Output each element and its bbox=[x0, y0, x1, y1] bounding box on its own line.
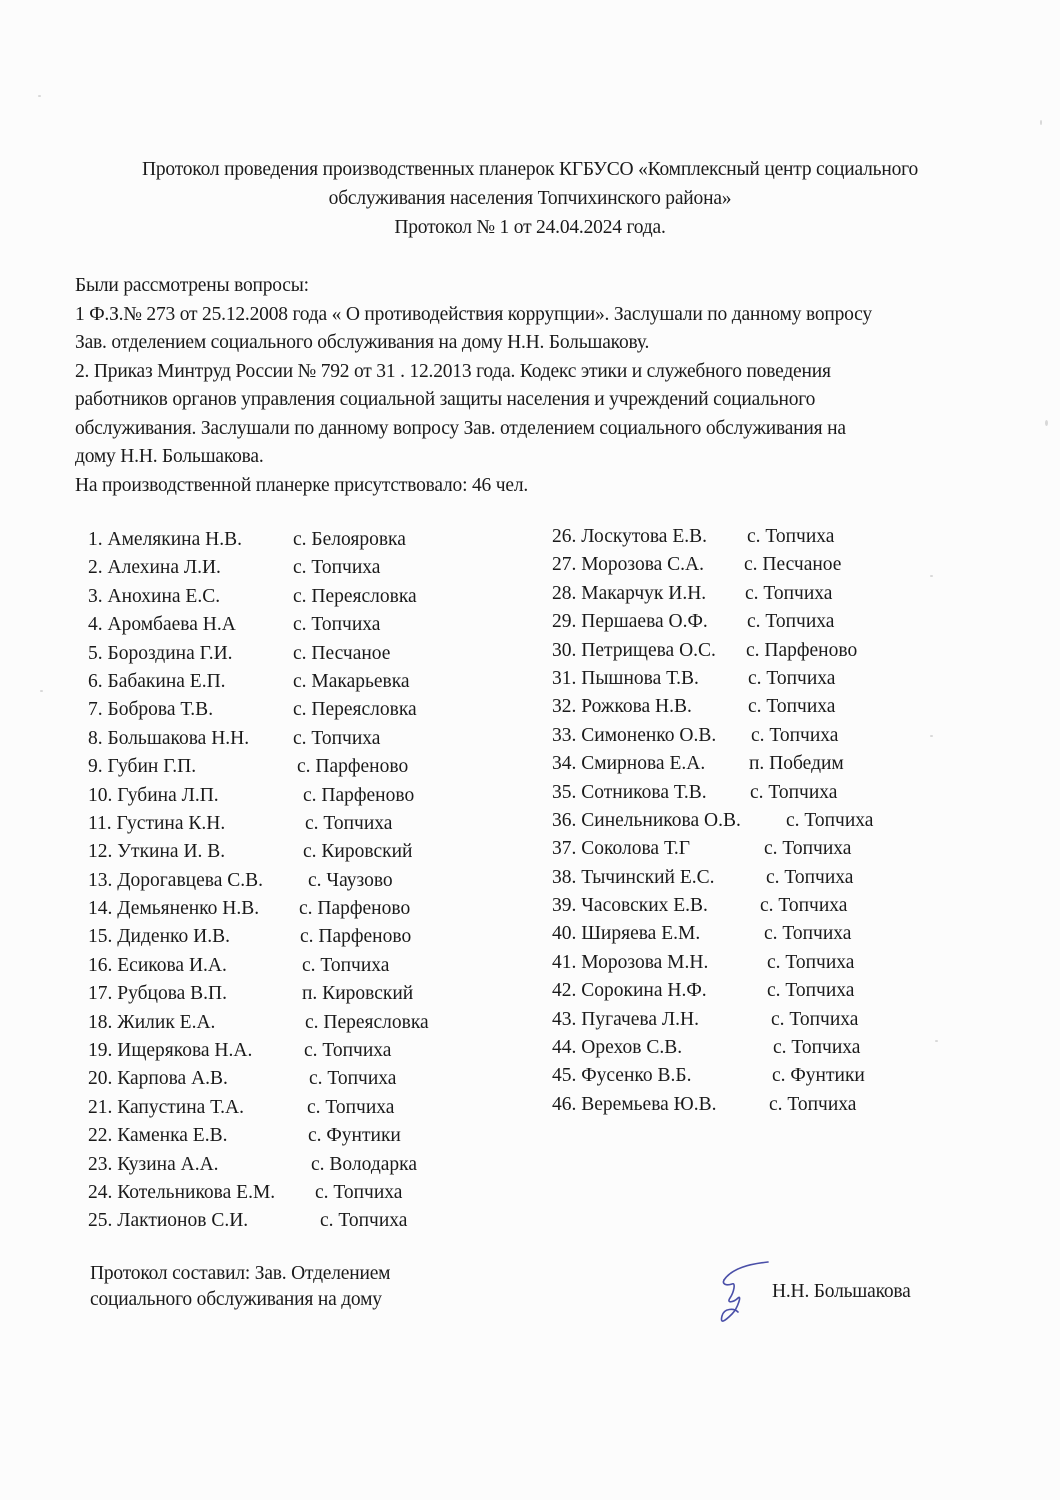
attendee-name: 22. Каменка Е.В. bbox=[88, 1125, 228, 1147]
attendee-locality: с. Топчиха bbox=[769, 1093, 857, 1115]
attendee-locality: п. Победим bbox=[749, 753, 844, 775]
attendee-name: 39. Часовских Е.В. bbox=[552, 895, 708, 917]
attendee-name: 34. Смирнова Е.А. bbox=[552, 753, 706, 775]
agenda-item-2-line-3: обслуживания. Заслушали по данному вопросу Зав. отделением социального обслуживания на bbox=[75, 417, 846, 439]
attendee-locality: с. Топчиха bbox=[293, 557, 381, 579]
attendee-locality: с. Топчиха bbox=[748, 667, 836, 689]
attendee-locality: с. Переясловка bbox=[305, 1011, 429, 1033]
attendee-name: 41. Морозова М.Н. bbox=[552, 951, 709, 973]
attendee-locality: с. Парфеново bbox=[297, 756, 409, 778]
attendee-name: 29. Першаева О.Ф. bbox=[552, 611, 708, 633]
attendee-name: 35. Сотникова Т.В. bbox=[552, 781, 707, 803]
attendee-locality: с. Парфеново bbox=[746, 639, 858, 661]
attendance-summary: На производственной планерке присутствовало: 46 чел. bbox=[75, 474, 529, 496]
agenda-item-2-line-1: 2. Приказ Минтруд России № 792 от 31 . 12.2013 года. Кодекс этики и служебного поведения bbox=[75, 360, 831, 382]
attendee-locality: с. Фунтики bbox=[772, 1065, 865, 1087]
attendee-locality: с. Парфеново bbox=[303, 784, 415, 806]
attendee-locality: с. Топчиха bbox=[309, 1068, 397, 1090]
signatory-name: Н.Н. Большакова bbox=[772, 1281, 911, 1302]
attendee-name: 24. Котельникова Е.М. bbox=[88, 1181, 276, 1203]
attendee-name: 45. Фусенко В.Б. bbox=[552, 1065, 692, 1087]
attendee-locality: с. Песчаное bbox=[744, 554, 842, 576]
attendee-name: 42. Сорокина Н.Ф. bbox=[552, 980, 707, 1002]
attendee-name: 19. Ищерякова Н.А. bbox=[88, 1040, 253, 1062]
attendee-name: 27. Морозова С.А. bbox=[552, 554, 705, 576]
attendee-name: 46. Веремьева Ю.В. bbox=[552, 1093, 717, 1115]
attendee-name: 36. Синельникова О.В. bbox=[552, 809, 741, 831]
attendee-name: 26. Лоскутова Е.В. bbox=[552, 526, 707, 547]
attendee-locality: с. Топчиха bbox=[766, 866, 854, 888]
attendee-locality: с. Топчиха bbox=[767, 951, 855, 973]
attendee-locality: с. Топчиха bbox=[747, 611, 835, 633]
attendee-locality: с. Топчиха bbox=[767, 980, 855, 1002]
attendee-name: 18. Жилик Е.А. bbox=[88, 1011, 216, 1033]
agenda-heading: Были рассмотрены вопросы: bbox=[75, 275, 309, 296]
attendee-locality: с. Парфеново bbox=[299, 898, 411, 920]
attendee-locality: с. Топчиха bbox=[293, 614, 381, 636]
agenda-section bbox=[75, 272, 1005, 500]
attendee-name: 43. Пугачева Л.Н. bbox=[552, 1008, 699, 1030]
attendee-name: 16. Есикова И.А. bbox=[88, 954, 227, 976]
attendee-locality: с. Белояровка bbox=[293, 529, 406, 550]
attendee-locality: с. Топчиха bbox=[315, 1181, 403, 1203]
title-line-3-protocol-number: Протокол № 1 от 24.04.2024 года. bbox=[394, 217, 666, 238]
attendee-name: 17. Рубцова В.П. bbox=[88, 983, 228, 1005]
attendee-name: 14. Демьяненко Н.В. bbox=[88, 898, 260, 920]
attendee-locality: с. Топчиха bbox=[320, 1210, 408, 1232]
attendee-locality: с. Топчиха bbox=[764, 923, 852, 945]
attendee-name: 38. Тычинский Е.С. bbox=[552, 866, 715, 888]
attendee-locality: с. Фунтики bbox=[308, 1125, 401, 1147]
attendee-locality: с. Топчиха bbox=[750, 781, 838, 803]
attendee-locality: с. Володарка bbox=[311, 1153, 417, 1175]
agenda-item-2-line-4: дому Н.Н. Большакова. bbox=[75, 446, 264, 467]
attendee-name: 44. Орехов С.В. bbox=[552, 1037, 683, 1059]
attendee-locality: с. Топчиха bbox=[751, 724, 839, 746]
attendee-locality: с. Песчаное bbox=[293, 642, 391, 664]
attendee-locality: с. Кировский bbox=[303, 841, 413, 863]
attendee-locality: с. Переясловка bbox=[293, 585, 417, 607]
attendee-locality: с. Топчиха bbox=[293, 727, 381, 749]
attendee-locality: с. Парфеново bbox=[300, 926, 412, 948]
attendee-name: 31. Пышнова Т.В. bbox=[552, 667, 699, 689]
attendee-locality: с. Чаузово bbox=[308, 869, 393, 891]
attendee-name: 30. Петрищева О.С. bbox=[552, 639, 716, 661]
title-line-1: Протокол проведения производственных планерок КГБУСО «Комплексный центр социального bbox=[141, 159, 919, 180]
attendee-name: 28. Макарчук И.Н. bbox=[552, 582, 707, 604]
attendee-name: 13. Дорогавцева С.В. bbox=[88, 869, 263, 891]
document-title bbox=[60, 155, 1000, 242]
attendee-locality: с. Топчиха bbox=[302, 954, 390, 976]
attendee-name: 8. Большакова Н.Н. bbox=[88, 727, 250, 749]
attendee-name: 5. Бороздина Г.И. bbox=[88, 642, 233, 664]
attendee-name: 15. Диденко И.В. bbox=[88, 926, 230, 948]
attendee-name: 4. Аромбаева Н.А bbox=[88, 614, 236, 636]
composed-by-line-1: Протокол составил: Зав. Отделением bbox=[90, 1263, 391, 1284]
attendee-locality: с. Переясловка bbox=[293, 699, 417, 721]
composed-by bbox=[90, 1261, 390, 1313]
attendee-name: 25. Лактионов С.И. bbox=[88, 1210, 249, 1232]
attendee-locality: с. Топчиха bbox=[748, 696, 836, 718]
agenda-item-2-line-2: работников органов управления социальной защиты населения и учреждений социального bbox=[75, 389, 816, 410]
attendee-name: 21. Капустина Т.А. bbox=[88, 1096, 244, 1118]
attendee-name: 23. Кузина А.А. bbox=[88, 1153, 219, 1175]
attendee-locality: с. Топчиха bbox=[760, 895, 848, 917]
attendee-name: 9. Губин Г.П. bbox=[88, 756, 197, 778]
attendee-name: 3. Анохина Е.С. bbox=[88, 585, 221, 607]
title-line-2: обслуживания населения Топчихинского района» bbox=[328, 188, 732, 209]
attendee-name: 12. Уткина И. В. bbox=[88, 841, 226, 863]
attendee-locality: с. Топчиха bbox=[305, 812, 393, 834]
composed-by-line-2: социального обслуживания на дому bbox=[90, 1289, 382, 1310]
attendee-locality: с. Макарьевка bbox=[293, 670, 410, 692]
attendee-name: 33. Симоненко О.В. bbox=[552, 724, 717, 746]
attendee-locality: п. Кировский bbox=[302, 983, 414, 1005]
attendee-name: 11. Густина К.Н. bbox=[88, 812, 226, 834]
attendee-locality: с. Топчиха bbox=[786, 809, 874, 831]
attendee-name: 32. Рожкова Н.В. bbox=[552, 696, 692, 718]
attendee-locality: с. Топчиха bbox=[771, 1008, 859, 1030]
attendee-name: 37. Соколова Т.Г bbox=[552, 838, 691, 860]
signature-mark bbox=[712, 1258, 772, 1328]
attendee-name: 20. Карпова А.В. bbox=[88, 1068, 228, 1090]
attendee-locality: с. Топчиха bbox=[764, 838, 852, 860]
attendee-locality: с. Топчиха bbox=[745, 582, 833, 604]
attendee-locality: с. Топчиха bbox=[307, 1096, 395, 1118]
attendee-locality: с. Топчиха bbox=[747, 526, 835, 547]
attendee-name: 40. Ширяева Е.М. bbox=[552, 923, 701, 945]
attendee-name: 1. Амелякина Н.В. bbox=[88, 529, 242, 550]
attendee-name: 6. Бабакина Е.П. bbox=[88, 670, 226, 692]
agenda-item-1-line-1: 1 Ф.З.№ 273 от 25.12.2008 года « О противодействия коррупции». Заслушали по данному вопросу bbox=[75, 303, 872, 325]
attendee-name: 2. Алехина Л.И. bbox=[88, 557, 221, 579]
attendee-name: 10. Губина Л.П. bbox=[88, 784, 219, 806]
attendee-locality: с. Топчиха bbox=[304, 1040, 392, 1062]
attendee-locality: с. Топчиха bbox=[773, 1037, 861, 1059]
agenda-item-1-line-2: Зав. отделением социального обслуживания на дому Н.Н. Большакову. bbox=[75, 332, 650, 353]
attendee-name: 7. Боброва Т.В. bbox=[88, 699, 214, 721]
